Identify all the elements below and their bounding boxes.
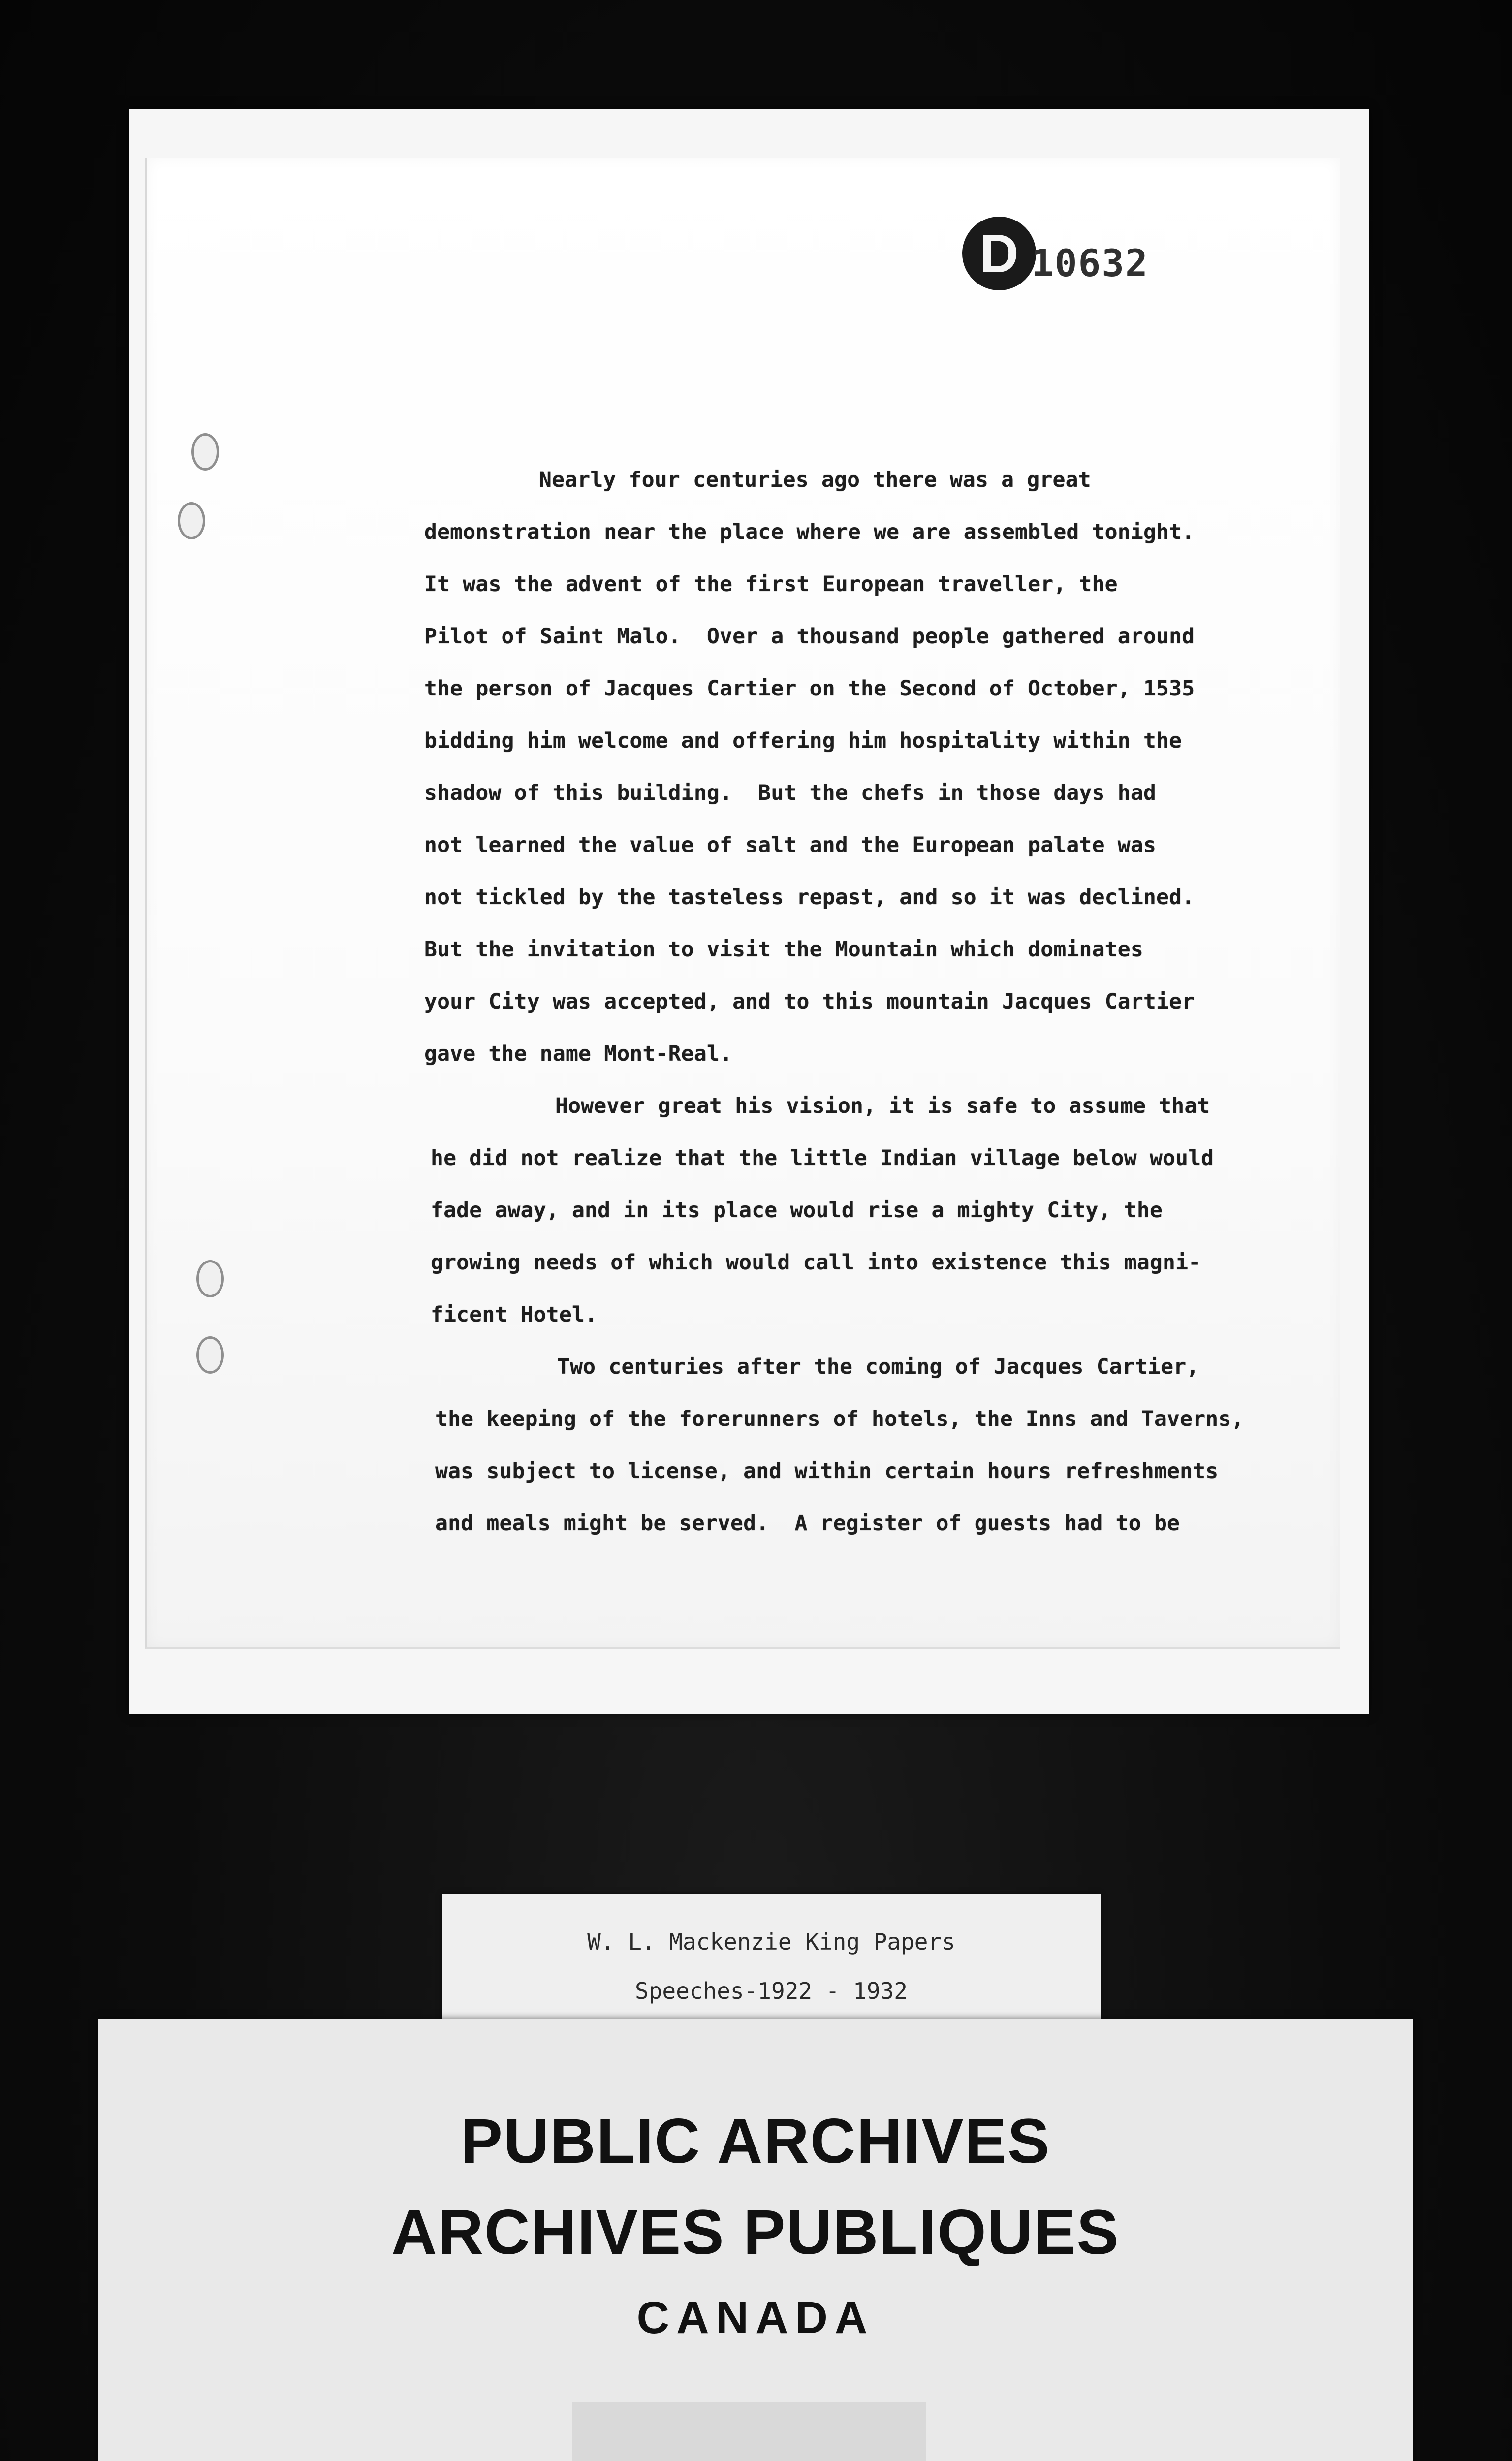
text-line: Nearly four centuries ago there was a great xyxy=(539,468,1091,492)
text-line: growing needs of which would call into existence this magni- xyxy=(431,1250,1201,1275)
label-tab xyxy=(572,2402,926,2461)
archives-label-english: PUBLIC ARCHIVES xyxy=(460,2106,1051,2177)
archives-label xyxy=(98,2019,1413,2461)
text-line: the keeping of the forerunners of hotels, the Inns and Taverns, xyxy=(435,1407,1244,1431)
text-line: your City was accepted, and to this mountain Jacques Cartier xyxy=(424,989,1195,1014)
collection-series: Speeches-1922 - 1932 xyxy=(635,1978,908,2004)
text-line: not learned the value of salt and the European palate was xyxy=(424,833,1157,857)
stamp-letter: D xyxy=(962,217,1036,290)
text-line: and meals might be served. A register of guests had to be xyxy=(435,1511,1180,1536)
text-line: But the invitation to visit the Mountain which dominates xyxy=(424,937,1143,962)
collection-title: W. L. Mackenzie King Papers xyxy=(587,1928,955,1955)
text-line: shadow of this building. But the chefs in those days had xyxy=(424,781,1157,805)
text-line: ficent Hotel. xyxy=(431,1302,598,1327)
text-line: gave the name Mont-Real. xyxy=(424,1041,733,1066)
text-line: the person of Jacques Cartier on the Second of October, 1535 xyxy=(424,676,1195,701)
text-line: Pilot of Saint Malo. Over a thousand people gathered around xyxy=(424,624,1195,649)
text-line: fade away, and in its place would rise a mighty City, the xyxy=(431,1198,1163,1223)
text-line: not tickled by the tasteless repast, and so it was declined. xyxy=(424,885,1195,910)
text-line: It was the advent of the first European traveller, the xyxy=(424,572,1118,597)
archives-label-french: ARCHIVES PUBLIQUES xyxy=(391,2197,1120,2268)
text-line: Two centuries after the coming of Jacques Cartier, xyxy=(557,1355,1199,1379)
stamp-number: 10632 xyxy=(1031,241,1149,285)
text-line: demonstration near the place where we are assembled tonight. xyxy=(424,520,1195,544)
text-line: was subject to license, and within certain hours refreshments xyxy=(435,1459,1219,1483)
archives-label-country: CANADA xyxy=(636,2293,875,2343)
text-line: bidding him welcome and offering him hospitality within the xyxy=(424,728,1182,753)
text-line: he did not realize that the little Indian village below would xyxy=(431,1146,1214,1170)
text-line: However great his vision, it is safe to assume that xyxy=(555,1094,1210,1118)
